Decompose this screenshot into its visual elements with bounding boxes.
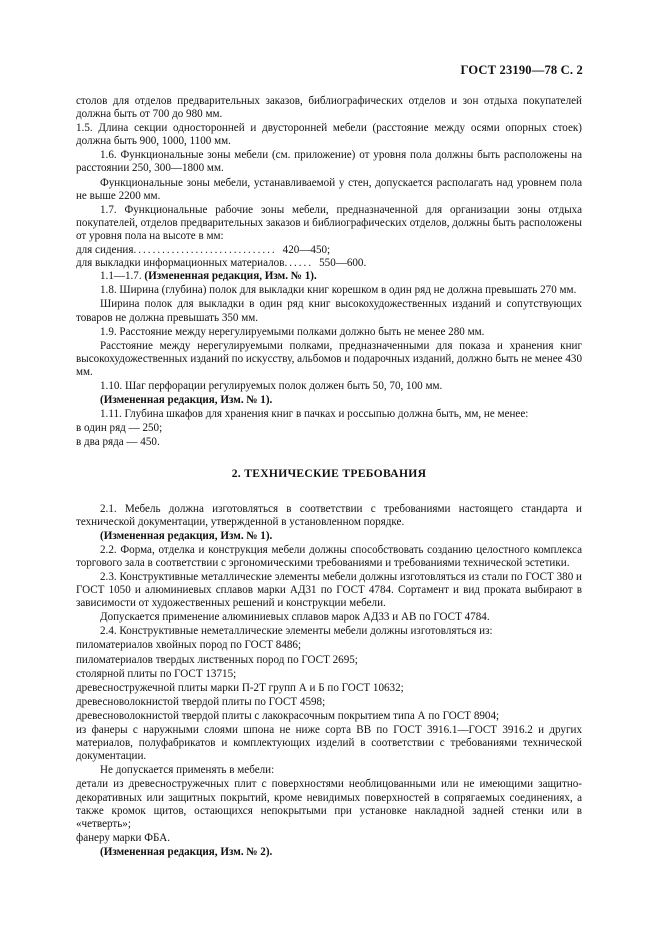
list-item: пиломатериалов твердых лиственных пород по ГОСТ 2695; <box>76 653 358 666</box>
page-header: ГОСТ 23190—78 С. 2 <box>460 63 583 77</box>
paragraph-1-10: 1.10. Шаг перфорации регулируемых полок должен быть 50, 70, 100 мм. <box>100 379 443 392</box>
height-row-seat <box>76 244 582 257</box>
paragraph-1-7: 1.7. Функциональные рабочие зоны мебели, предназначенной для организации зоны отдыха покупателей, отделов предварительных заказов и библиографических отделов, должны быть расположены от уровня пола на высоте в мм: <box>76 203 582 242</box>
list-item: древесноволокнистой твердой плиты с лакокрасочным покрытием типа А по ГОСТ 8904; <box>76 709 500 722</box>
document-body <box>76 95 582 860</box>
height-row-display-value: 550—600. <box>319 257 367 270</box>
paragraph-1-9-note: Расстояние между нерегулируемыми полками, предназначенными для показа и хранения книг высокохудожественных изданий по искусству, альбомов и подарочных изданий, должно быть не менее 430 мм. <box>76 339 582 378</box>
list-item-two-rows: в два ряда — 450. <box>76 436 160 449</box>
paragraph-1-8: 1.8. Ширина (глубина) полок для выкладки книг корешком в один ряд не должна превышать 270 мм. <box>100 284 577 297</box>
paragraph-2-4: 2.4. Конструктивные неметаллические элементы мебели должны изготовляться из: <box>100 625 493 638</box>
paragraph-1-11: 1.11. Глубина шкафов для хранения книг в пачках и россыпью должна быть, мм, не менее: <box>100 408 529 421</box>
amendment-note-1-10: (Измененная редакция, Изм. № 1). <box>100 394 273 407</box>
paragraph-2-1: 2.1. Мебель должна изготовляться в соответствии с требованиями настоящего стандарта и технической документации, утвержденной в установленном порядке. <box>76 502 582 528</box>
amendment-range: 1.1—1.7. <box>100 270 142 283</box>
height-row-display <box>76 257 582 270</box>
paragraph-2-3: 2.3. Конструктивные металлические элементы мебели должны изготовляться из стали по ГОСТ 380 и ГОСТ 1050 и алюминиевых сплавов марки АД31 по ГОСТ 4784. Сортамент и вид проката выбирают в зависимости от художественных решений и конструкции мебели. <box>76 571 582 610</box>
list-item: детали из древесностружечных плит с поверхностями необлицованными или не имеющими защитно-декоративных или защитных покрытий, кроме невидимых поверхностей в сопрягаемых соединениях, а также кромок щитов, остающихся непокрытыми при установке накладной задней стенки или в «четверть»; <box>76 778 582 830</box>
list-item-one-row: в один ряд — 250; <box>76 422 163 435</box>
dot-leader: ...... <box>284 257 314 270</box>
paragraph-2-3-note: Допускается применение алюминиевых сплавов марок АД33 и АВ по ГОСТ 4784. <box>100 611 490 624</box>
amendment-note-2-1: (Измененная редакция, Изм. № 1). <box>100 529 273 542</box>
list-item: древесноволокнистой твердой плиты по ГОСТ 4598; <box>76 695 326 708</box>
list-item: пиломатериалов хвойных пород по ГОСТ 8486; <box>76 639 302 652</box>
paragraph-1-5 <box>76 122 582 148</box>
list-item: древесностружечной плиты марки П-2Т групп А и Б по ГОСТ 10632; <box>76 681 404 694</box>
list-item: столярной плиты по ГОСТ 13715; <box>76 667 237 680</box>
paragraph-2-2: 2.2. Форма, отделка и конструкция мебели должны способствовать созданию целостного комплекса торгового зала в соответствии с эргономическими требованиями и требованиями технической эстетики. <box>76 543 582 569</box>
paragraph-1-6-note: Функциональные зоны мебели, устанавливаемой у стен, допускается располагать над уровнем пола не выше 2200 мм. <box>76 176 582 202</box>
paragraph-1-9: 1.9. Расстояние между нерегулируемыми полками должно быть не менее 280 мм. <box>100 325 485 338</box>
paragraph-1-8-note: Ширина полок для выкладки в один ряд книг высокохудожественных изданий и сопутствующих товаров не должна превышать 350 мм. <box>76 298 582 324</box>
amendment-note-1-1-1-7 <box>76 270 582 283</box>
height-row-seat-value: 420—450; <box>282 244 331 257</box>
list-item: фанеру марки ФБА. <box>76 831 170 844</box>
amendment-label: (Измененная редакция, Изм. № 1). <box>144 270 317 283</box>
height-row-display-label: для выкладки информационных материалов <box>76 257 285 270</box>
paragraph-1-6: 1.6. Функциональные зоны мебели (см. приложение) от уровня пола должны быть расположены на расстоянии 250, 300—1800 мм. <box>76 149 582 175</box>
amendment-note-2-4: (Измененная редакция, Изм. № 2). <box>100 845 273 858</box>
paragraph-continuation: столов для отделов предварительных заказов, библиографических отделов и зон отдыха покупателей должна быть от 700 до 980 мм. <box>76 95 582 121</box>
list-item: из фанеры с наружными слоями шпона не ниже сорта ВВ по ГОСТ 3916.1—ГОСТ 3916.2 и других материалов, полуфабрикатов и комплектующих изделий в соответствии с требованиями технической документации. <box>76 724 582 763</box>
paragraph-prohibition: Не допускается применять в мебели: <box>100 764 275 777</box>
height-row-seat-label: для сидения <box>76 244 134 257</box>
section-title: 2. ТЕХНИЧЕСКИЕ ТРЕБОВАНИЯ <box>231 467 427 481</box>
paragraph-1-5-text: 1.5. Длина секции односторонней и двусторонней мебели (расстояние между осями опорных стоек) должна быть 900, 1000, 1100 мм. <box>76 122 582 148</box>
dot-leader: .............................. <box>133 244 277 257</box>
